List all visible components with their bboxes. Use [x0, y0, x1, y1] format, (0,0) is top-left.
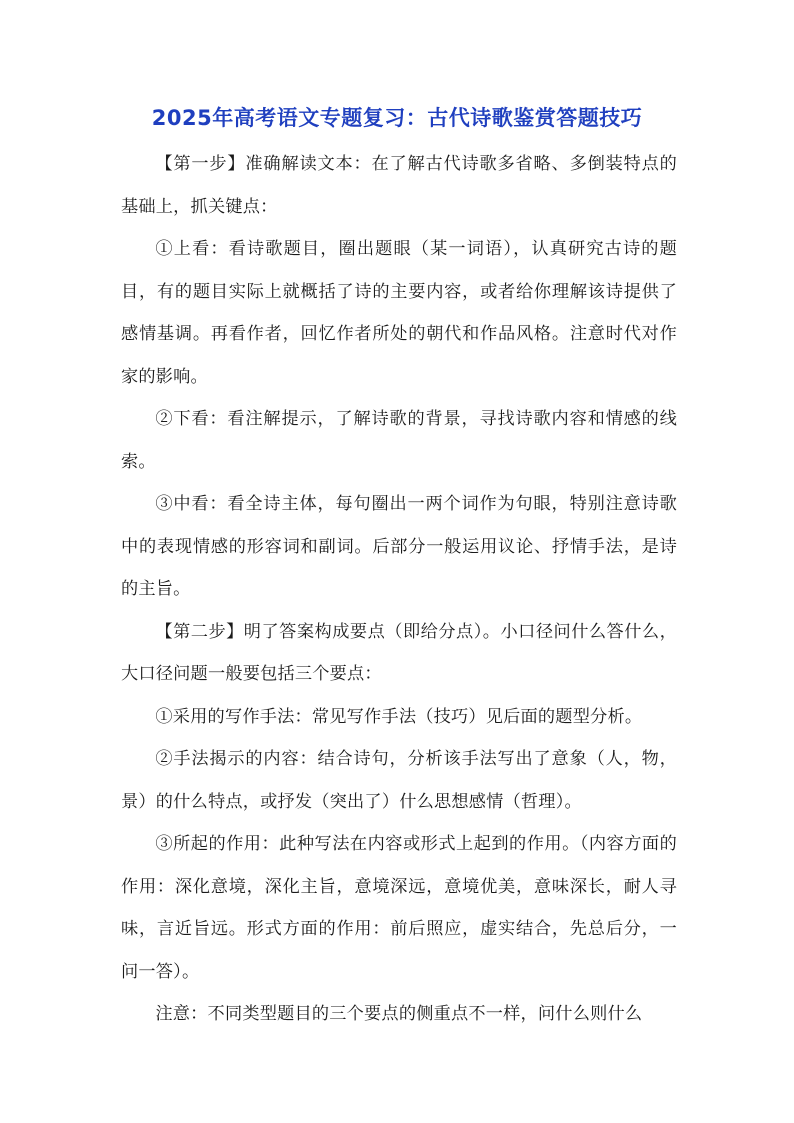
- paragraph-look-notes: ②下看：看注解提示，了解诗歌的背景，寻找诗歌内容和情感的线索。: [121, 409, 677, 472]
- paragraph-technique: ①采用的写作手法：常见写作手法（技巧）见后面的题型分析。: [155, 706, 643, 727]
- paragraph-step-two: 【第二步】明了答案构成要点（即给分点）。小口径问什么答什么，大口径问题一般要包括三个要点：: [121, 621, 677, 684]
- paragraph-step-one: 【第一步】准确解读文本：在了解古代诗歌多省略、多倒装特点的基础上，抓关键点：: [121, 154, 677, 217]
- paragraph-content: ②手法揭示的内容：结合诗句，分析该手法写出了意象（人，物，景）的什么特点，或抒发（突出了）什么思想感情（哲理）。: [121, 749, 677, 812]
- paragraph-note: 注意：不同类型题目的三个要点的侧重点不一样，问什么则什么: [155, 1004, 643, 1024]
- document-title: 2025年高考语文专题复习：古代诗歌鉴赏答题技巧: [151, 106, 643, 130]
- paragraph-effect: ③所起的作用：此种写法在内容或形式上起到的作用。（内容方面的作用：深化意境，深化主旨，意境深远，意境优美，意味深长，耐人寻味，言近旨远。形式方面的作用：前后照应，虚实结合，先总后分，一问一答）。: [121, 834, 677, 982]
- document-body: [121, 143, 677, 1036]
- paragraph-look-body: ③中看：看全诗主体，每句圈出一两个词作为句眼，特别注意诗歌中的表现情感的形容词和副词。后部分一般运用议论、抒情手法，是诗的主旨。: [121, 494, 677, 599]
- paragraph-look-title: ①上看：看诗歌题目，圈出题眼（某一词语），认真研究古诗的题目，有的题目实际上就概括了诗的主要内容，或者给你理解该诗提供了感情基调。再看作者，回忆作者所处的朝代和作品风格。注意时代对作家的影响。: [121, 239, 677, 387]
